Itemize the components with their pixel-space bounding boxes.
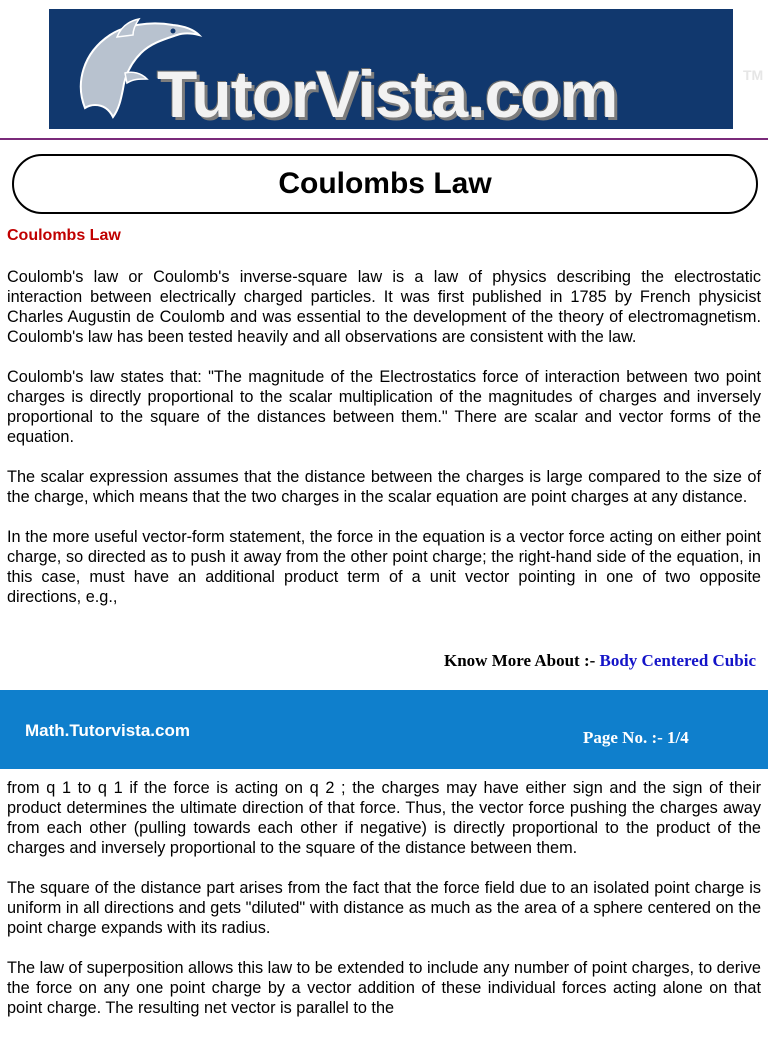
paragraph: In the more useful vector-form statement, the force in the equation is a vector force acting on either point charge, so directed as to push it away from the other point charge; the right-hand side of the equation, in this case, must have an additional product term of a unit vector pointing in one of two opposite directions, e.g., [7, 528, 761, 606]
body-centered-cubic-link[interactable]: Body Centered Cubic [599, 651, 756, 670]
page-title: Coulombs Law [278, 167, 492, 200]
body-page-2 [7, 778, 761, 1038]
section-heading: Coulombs Law [7, 227, 121, 244]
tutorvista-logo [49, 9, 764, 131]
paragraph: Coulomb's law or Coulomb's inverse-square law is a law of physics describing the electrostatic interaction between electrically charged particles. It was first published in 1785 by French physicist Charles Augustin de Coulomb and was essential to the development of the theory of electromagnetism. Coulomb's law has been tested heavily and all observations are consistent with the law. [7, 268, 761, 346]
body-page-1 [7, 267, 761, 627]
logo-wordmark: TutorVista.com [157, 57, 618, 131]
logo-trademark: TM [743, 67, 764, 83]
know-more-line [444, 651, 756, 671]
page-footer [0, 690, 768, 769]
paragraph: The scalar expression assumes that the distance between the charges is large compared to the size of the charge, which means that the two charges in the scalar equation are point charges at any distance. [7, 468, 761, 506]
header-divider [0, 138, 768, 140]
know-more-label: Know More About :- [444, 651, 596, 670]
title-banner [12, 154, 758, 214]
paragraph: from q 1 to q 1 if the force is acting on q 2 ; the charges may have either sign and the sign of their product determines the ultimate direction of that force. Thus, the vector force pushing the charges away from each other (pulling towards each other if negative) is directly proportional to the product of the charges and inversely proportional to the square of the distance between them. [7, 779, 761, 857]
paragraph: Coulomb's law states that: "The magnitude of the Electrostatics force of interaction between two point charges is directly proportional to the scalar multiplication of the magnitudes of charges and inversely proportional to the square of the distances between them." There are scalar and vector forms of the equation. [7, 368, 761, 446]
page-number: Page No. :- 1/4 [583, 728, 689, 747]
paragraph: The law of superposition allows this law to be extended to include any number of point charges, to derive the force on any one point charge by a vector addition of these individual forces acting alone on that point charge. The resulting net vector is parallel to the [7, 959, 761, 1017]
paragraph: The square of the distance part arises from the fact that the force field due to an isolated point charge is uniform in all directions and gets "diluted" with distance as much as the area of a sphere centered on the point charge expands with its radius. [7, 879, 761, 937]
footer-site-name: Math.Tutorvista.com [25, 721, 190, 740]
